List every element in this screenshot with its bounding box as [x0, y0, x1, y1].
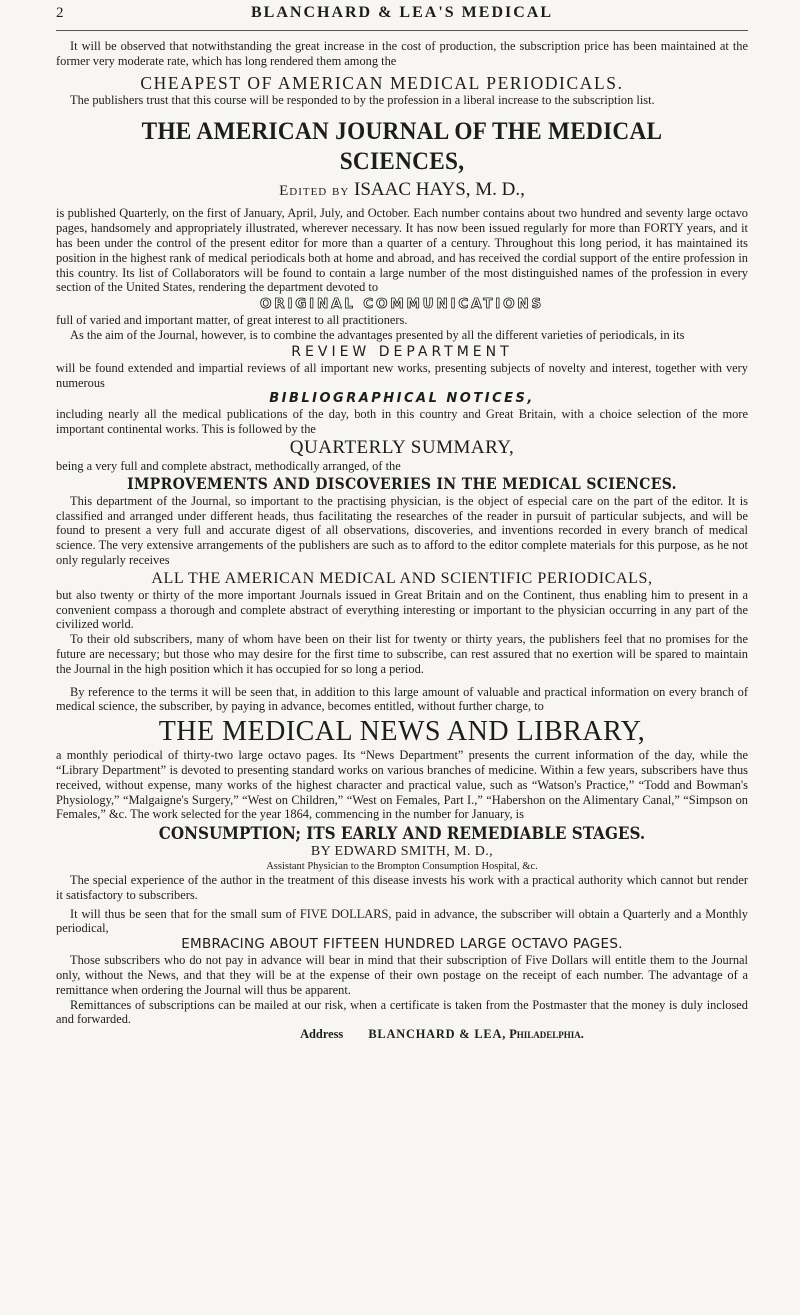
publisher-address	[56, 1027, 748, 1042]
embracing-heading: EMBRACING ABOUT FIFTEEN HUNDRED LARGE OCTAVO PAGES.	[181, 936, 623, 953]
price-text: It will thus be seen that for the small sum of FIVE DOLLARS, paid in advance, the subscriber will obtain a Quarterly and a Monthly periodical,	[56, 906, 748, 936]
editor-line	[56, 179, 748, 202]
quarterly-summary-text: being a very full and complete abstract, methodically arranged, of the	[56, 458, 401, 473]
page-number: 2	[56, 5, 64, 21]
original-communications-heading: ORIGINAL COMMUNICATIONS	[259, 296, 545, 313]
journal-title: THE AMERICAN JOURNAL OF THE MEDICAL SCIENCES,	[141, 118, 663, 176]
address-publisher: BLANCHARD & LEA,	[368, 1027, 507, 1042]
editor-name: ISAAC HAYS, M. D.,	[354, 179, 525, 201]
edited-by-label: Edited by	[279, 183, 350, 200]
consumption-heading: CONSUMPTION; ITS EARLY AND REMEDIABLE STAGES.	[158, 824, 646, 844]
non-advance-subscribers-text: Those subscribers who do not pay in advance will bear in mind that their subscription of Five Dollars will entitle them to the Journal only, without the News, and that they will be at the expense of their own postage on the receipt of each number. The advantage of a remittance when ordering the Journal will thus be apparent.	[56, 953, 748, 997]
address-city: Philadelphia.	[509, 1027, 584, 1042]
cheapest-heading: CHEAPEST OF AMERICAN MEDICAL PERIODICALS.	[140, 72, 624, 93]
quarterly-summary-heading: QUARTERLY SUMMARY,	[289, 436, 515, 458]
medical-news-heading: THE MEDICAL NEWS AND LIBRARY,	[158, 716, 646, 748]
book-author-affiliation: Assistant Physician to the Brompton Consumption Hospital, &c.	[266, 861, 538, 873]
improvements-heading: IMPROVEMENTS AND DISCOVERIES IN THE MEDICAL SCIENCES.	[127, 473, 677, 493]
intro-paragraph: It will be observed that notwithstanding the great increase in the cost of production, the subscription price has been maintained at the former very moderate rate, which has long rendered them among the	[56, 39, 748, 68]
aim-text: As the aim of the Journal, however, is to combine the advantages presented by all the different varieties of periodicals, in its	[70, 327, 685, 342]
old-subscribers-text: To their old subscribers, many of whom have been on their list for twenty or thirty years, the publishers feel that no promises for the future are necessary; but those who may desire for the first time to subscribe, can rest assured that no exertion will be spared to maintain the Journal in the high position which it has occupied for so long a period.	[56, 632, 748, 676]
medical-news-description: a monthly periodical of thirty-two large octavo pages. Its “News Department” presents the current information of the day, while the “Library Department” is devoted to presenting standard works on various branches of medicine. Within a few years, subscribers have thus received, without expense, many works of the highest character and practical value, such as “Watson's Practice,” “Todd and Bowman's Physiology,” “Malgaigne's Surgery,” “West on Children,” “West on Females, Part I.,” “Habershon on the Alimentary Canal,” “Simpson on Females,” &c. The work selected for the year 1864, commencing in the number for January, is	[56, 748, 748, 822]
review-department-text: will be found extended and impartial reviews of all important new works, presenting subjects of novelty and interest, together with very numerous	[56, 360, 748, 390]
running-title: BLANCHARD & LEA'S MEDICAL	[250, 4, 554, 21]
original-communications-text: full of varied and important matter, of great interest to all practitioners.	[56, 313, 408, 328]
remittance-text: Remittances of subscriptions can be mailed at our risk, when a certificate is taken from the Postmaster that the money is duly inclosed and forwarded.	[56, 997, 748, 1027]
journal-description: is published Quarterly, on the first of January, April, July, and October. Each number contains about two hundred and seventy large octavo pages, handsomely and appropriately illustrated, wherever necessary. It has now been issued regularly for more than FORTY years, and it has been under the control of the present editor for more than a quarter of a century. Throughout this long period, it has maintained its position in the highest rank of medical periodicals both at home and abroad, and has received the cordial support of the entire profession in this country. Its list of Collaborators will be found to contain a large number of the most distinguished names of the profession in every section of the United States, rendering the department devoted to	[56, 206, 748, 295]
bibliographical-notices-heading: BIBLIOGRAPHICAL NOTICES,	[269, 391, 535, 407]
all-periodicals-heading: ALL THE AMERICAN MEDICAL AND SCIENTIFIC PERIODICALS,	[151, 569, 653, 587]
intro-paragraph-2: The publishers trust that this course will be responded to by the profession in a liberal increase to the subscription list.	[70, 92, 655, 107]
bibliographical-notices-text: including nearly all the medical publications of the day, both in this country and Great Britain, with a choice selection of the more important continental works. This is followed by the	[56, 407, 748, 437]
all-periodicals-text: but also twenty or thirty of the more important Journals issued in Great Britain and on the Continent, thus enabling him to present in a convenient compass a thorough and complete abstract of everything interesting or important to the physician occurring in any part of the civilized world.	[56, 587, 748, 632]
address-label: Address	[300, 1027, 344, 1042]
book-byline: BY EDWARD SMITH, M. D.,	[310, 844, 494, 860]
review-department-heading: REVIEW DEPARTMENT	[291, 343, 513, 360]
book-text: The special experience of the author in the treatment of this disease invests his work with a practical authority which cannot but render it satisfactory to subscribers.	[56, 873, 748, 902]
reference-text: By reference to the terms it will be seen that, in addition to this large amount of valuable and practical information on every branch of medical science, the subscriber, by paying in advance, becomes entitled, without further charge, to	[56, 684, 748, 714]
improvements-text: This department of the Journal, so important to the practising physician, is the object of especial care on the part of the editor. It is classified and arranged under different heads, thus facilitating the researches of the reader in pursuit of particular subjects, and will be found to present a very full and accurate digest of all observations, discoveries, and inventions recorded in every branch of medical science. The very extensive arrangements of the publishers are such as to afford to the editor complete materials for this purpose, as he not only regularly receives	[56, 493, 748, 567]
running-head	[56, 0, 748, 31]
